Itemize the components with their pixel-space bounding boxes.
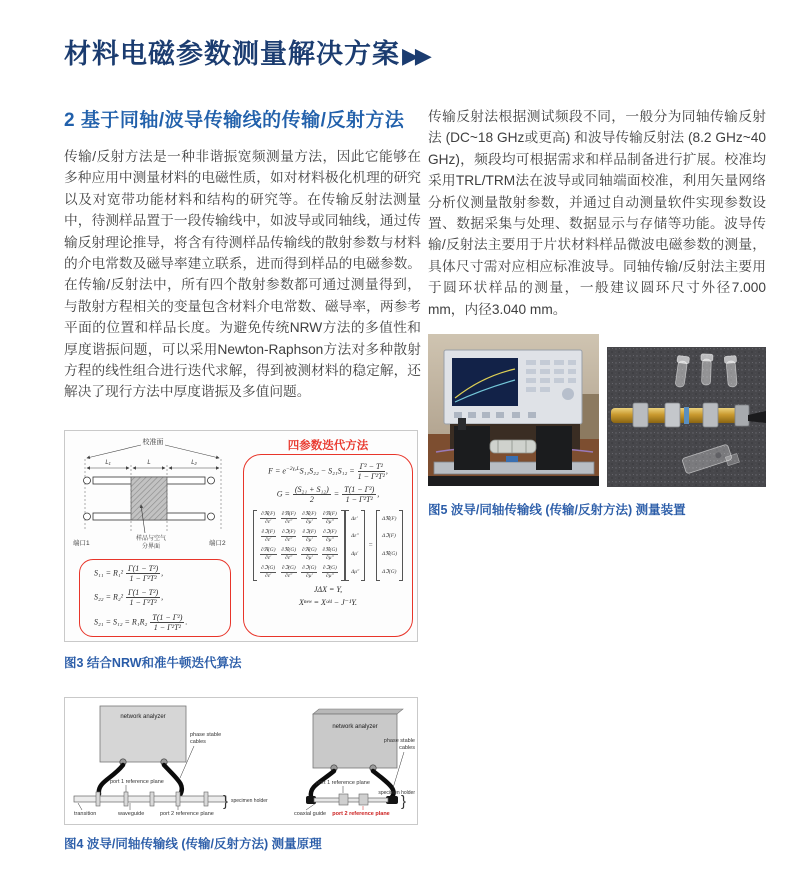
figure5-caption: 图5 波导/同轴传输线 (传输/反射方法) 测量装置 <box>428 503 686 518</box>
right-column <box>428 106 766 518</box>
jacobian-cell: ∂ℑ(F) ∂μ″ <box>323 528 337 543</box>
coaxial-line <box>314 798 388 802</box>
figure3-nrw-diagram <box>64 430 418 642</box>
figure5-photos <box>428 334 766 492</box>
specimen-holder-label: specimen holder <box>231 797 268 804</box>
positioning-stage-left <box>454 426 490 470</box>
delta-vector-entry: Δε′ <box>351 515 358 522</box>
figure5-photo-right-wrap <box>607 347 766 492</box>
specimen-holder-label: specimen holder <box>378 789 415 796</box>
interface-label-1: 样品与空气 <box>135 535 167 542</box>
jacobian-cell: ∂ℜ(F) ∂μ′ <box>302 510 317 525</box>
port1-reference-plane-label: port 1 reference plane <box>316 779 370 786</box>
jacobian-equation: ∂ℜ(F) ∂ε′ ∂ℜ(F) ∂ε″ ∂ℜ(F) ∂μ′ ∂ℜ(F) ∂μ″ ∂ℑ(F) ∂ε′ ∂ℑ(F) ∂ε″ ∂ℑ(F) ∂μ′ ∂ℑ(F) ∂μ″ ∂ℜ(G) ∂ε′ ∂ℜ(G) ∂ε″ ∂ℜ(G) ∂μ′ ∂ℜ(G) ∂μ″ ∂ℑ(G) ∂ε′ ∂ℑ(G) ∂ε″ ∂ℑ(G) ∂μ′ ∂ℑ(G) ∂μ″ Δε′ Δε″ Δμ′ Δμ″ = Δℜ(F) Δℑ(F) Δℜ(G) Δℑ(G) <box>246 510 410 581</box>
interface-label-2: 分界面 <box>141 543 161 550</box>
sample-block <box>131 477 167 520</box>
specimen-holder-brace: } <box>223 792 229 810</box>
jacobian-cell: ∂ℑ(G) ∂μ′ <box>302 564 317 579</box>
transmission-line-schematic <box>69 435 239 555</box>
port2-label: 端口2 <box>209 539 226 547</box>
phase-stable-cables-label: phase stable <box>190 731 222 738</box>
coaxial-guide-label: coaxial guide <box>294 810 327 817</box>
length-l-label: L <box>147 459 151 466</box>
residual-vector-entry: Δℑ(F) <box>382 533 396 540</box>
cal-plane-label: 校准面 <box>142 438 164 446</box>
figure5-photo-coaxial-airline <box>607 347 766 487</box>
specimen-holder-brace: } <box>401 792 407 810</box>
jacobian-cell: ∂ℑ(G) ∂ε′ <box>261 564 276 579</box>
residual-vector-entry: Δℜ(G) <box>382 551 398 558</box>
waveguide-setup <box>74 706 268 817</box>
delta-vector-entry: Δμ′ <box>351 551 359 558</box>
port2-reference-plane-label: port 2 reference plane <box>160 810 214 817</box>
page-title <box>64 32 428 71</box>
residual-vector <box>381 510 398 581</box>
equation-S11: S₁₁ = R₁² $\frac{\text{Γ(1 − T²)}}{\text{1 − Γ²T²}}$ , <box>94 563 164 583</box>
delta-vector <box>350 510 360 581</box>
delta-vector-entry: Δμ″ <box>351 568 360 575</box>
waveguide-sample-holder <box>490 440 536 453</box>
delta-vector-entry: Δε″ <box>351 533 359 540</box>
fig3-iteration-box <box>243 454 413 637</box>
waveguide-label: waveguide <box>118 810 145 817</box>
figure4-caption: 图4 波导/同轴传输线 (传输/反射方法) 测量原理 <box>64 836 322 851</box>
equation-S22: S₂₂ = R₂² $\frac{\text{Γ(1 − T²)}}{\text{1 − Γ²T²}}$ , <box>94 588 164 608</box>
jacobian-cell: ∂ℜ(F) ∂μ″ <box>322 510 337 525</box>
port2-reference-plane-label-red: port 2 reference plane <box>332 810 390 817</box>
jacobian-cell: ∂ℜ(G) ∂ε′ <box>260 546 276 561</box>
transition-label: transition <box>74 810 97 817</box>
equation-G: G = $\frac{\text{(S₂₁ + S₁₂)}}{2}$ = $\frac{\text{T(1 − Γ²)}}{\text{1 − Γ²T²}}$ , <box>276 485 380 505</box>
measurement-principle-svg <box>68 702 416 818</box>
equation-jacobian-system: JΔX = Y, <box>313 584 343 594</box>
jacobian-cell: ∂ℜ(G) ∂μ′ <box>302 546 317 561</box>
length-l1-label: L₁ <box>105 459 111 466</box>
title-arrows-icon: ▶▶ <box>402 43 428 68</box>
fig3-sparameter-box <box>79 559 231 637</box>
phase-stable-cables-label: phase stable <box>383 737 415 744</box>
jacobian-cell: ∂ℜ(F) ∂ε″ <box>281 510 296 525</box>
residual-vector-entry: Δℑ(G) <box>382 568 397 575</box>
jacobian-cell: ∂ℜ(F) ∂ε′ <box>261 510 276 525</box>
page-title-text: 材料电磁参数测量解决方案 <box>64 39 400 69</box>
jacobian-cell: ∂ℑ(G) ∂μ″ <box>322 564 337 579</box>
equation-newton-update: Xⁿᵉʷ = Xᵒˡᵈ − J⁻¹Y. <box>298 597 358 607</box>
left-column <box>64 102 421 852</box>
residual-vector-entry: Δℜ(F) <box>382 515 397 522</box>
right-paragraph: 传输反射法根据测试频段不同，一般分为同轴传输反射法 (DC~18 GHz或更高) 和波导传输反射法 (8.2 GHz~40 GHz)，频段均可根据需求和样品制备进行扩展。校准均采用TRL/TRM法在波导或同轴端面校准，利用矢量网络分析仪测量散射参数，并通过自动测量软件实现参数设置、数据采集与处理、数据显示与存储等功能。波导传输/反射法主要用于片状材料样品微波电磁参数的测量，具体尺寸需对应相应标准波导。同轴传输/反射法主要用于圆环状样品的测量，一般建议圆环尺寸外径7.000 mm，内径3.040 mm。 <box>428 109 766 317</box>
network-analyzer-label: network analyzer <box>332 723 378 730</box>
length-l2-label: L₂ <box>191 459 197 466</box>
port1-reference-plane-label: port 1 reference plane <box>110 778 164 785</box>
jacobian-cell: ∂ℑ(F) ∂ε″ <box>282 528 296 543</box>
network-analyzer-photo <box>444 350 582 424</box>
fig3-redbox-title: 四参数迭代方法 <box>287 439 369 452</box>
figure4-principle-diagram <box>64 697 418 825</box>
jacobian-cell: ∂ℑ(G) ∂ε″ <box>281 564 296 579</box>
equation-F: $F = e^{-2\gamma_0L}S_{11}S_{22} - S_{21}S_{12}$ = $\frac{\text{Γ² − T²}}{\text{1 − Γ²T²}}$ , <box>268 461 388 482</box>
port1-label: 端口1 <box>73 539 90 547</box>
positioning-stage-right <box>536 426 572 470</box>
jacobian-cell: ∂ℜ(G) ∂μ″ <box>322 546 338 561</box>
network-analyzer-label: network analyzer <box>120 713 166 720</box>
jacobian-cell: ∂ℜ(G) ∂ε″ <box>281 546 297 561</box>
jacobian-matrix <box>258 510 340 581</box>
cable-right <box>164 765 182 795</box>
figure3-caption: 图3 结合NRW和准牛顿迭代算法 <box>64 655 242 670</box>
svg-text:cables: cables <box>399 744 415 751</box>
equation-S21: S₂₁ = S₁₂ = R₁R₂ $\frac{\text{T(1 − Γ²)}}{\text{1 − Γ²T²}}$ . <box>94 612 188 632</box>
coaxial-setup <box>294 709 415 817</box>
sample-vials <box>673 354 738 388</box>
svg-text:cables: cables <box>190 738 206 745</box>
left-paragraph: 传输/反射方法是一种非谐振宽频测量方法，因此它能够在多种应用中测量材料的电磁性质，如对材料极化机理的研究以及对宽带功能材料和结构的研究等。在传输反射法测量中，待测样品置于一段传输线中，如波导或同轴线，通过传输反射理论推导，将含有待测样品传输线的散射参数与材料的介电常数及磁导率建立联系，进而得到样品的电磁参数。在传输/反射法中，所有四个散射参数都可通过测量得到，与散射方程相关的变量包含材料介电常数、磁导率，两参考平面的位置和样品长度。为避免传统NRW方法的多值性和厚度谐振问题，可以采用Newton-Raphson方法对多种散射方程的线性组合进行迭代求解，得到被测材料的稳定解，还解决了现行方法中厚度谐振及多值问题。 <box>64 149 421 400</box>
jacobian-cell: ∂ℑ(F) ∂ε′ <box>261 528 275 543</box>
figure5-photo-waveguide-setup <box>428 334 599 486</box>
section-heading: 2 基于同轴/波导传输线的传输/反射方法 <box>64 110 405 131</box>
jacobian-cell: ∂ℑ(F) ∂μ′ <box>302 528 316 543</box>
